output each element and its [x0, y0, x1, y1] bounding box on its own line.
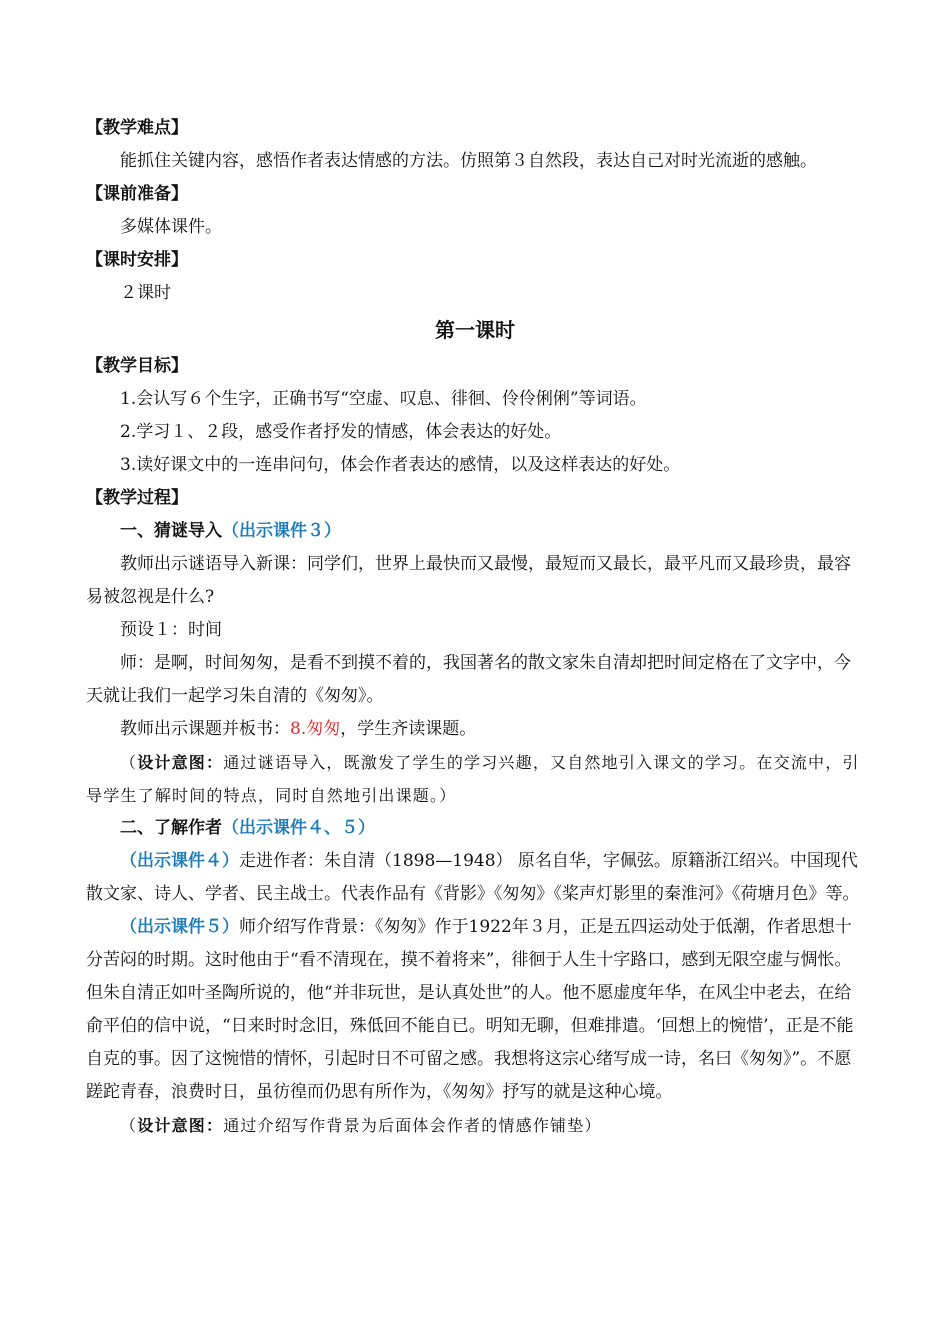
background-paragraph	[86, 911, 864, 1109]
design-intent-2	[86, 1109, 864, 1142]
section1-slide-tag: （出示课件３）	[222, 521, 341, 541]
section2-heading	[86, 812, 864, 845]
board-title-after: ，学生齐读课题。	[340, 719, 477, 739]
goals-heading: 【教学目标】	[86, 356, 188, 376]
slide5-tag: （出示课件５）	[120, 917, 239, 937]
author-paragraph	[86, 845, 864, 911]
author-text: 走进作者：朱自清（1898—1948） 原名自华，字佩弦。原籍浙江绍兴。中国现代散文家、诗人、学者、民主战士。代表作品有《背影》《匆匆》《桨声灯影里的秦淮河》《荷塘月色》等。	[86, 851, 860, 904]
difficulty-body: 能抓住关键内容，感悟作者表达情感的方法。仿照第３自然段，表达自己对时光流逝的感触。	[120, 151, 817, 171]
board-title-red: 8.匆匆	[290, 719, 341, 739]
design-intent-2-open: （	[120, 1116, 138, 1135]
process-heading: 【教学过程】	[86, 488, 188, 508]
difficulty-heading: 【教学难点】	[86, 118, 188, 138]
slide4-tag: （出示课件４）	[120, 851, 239, 871]
teacher-intro-paragraph: 师：是啊，时间匆匆，是看不到摸不着的，我国著名的散文家朱自清却把时间定格在了文字中，今天就让我们一起学习朱自清的《匆匆》。	[86, 653, 851, 706]
board-title-before: 教师出示课题并板书：	[120, 719, 290, 739]
section2-slide-tag: （出示课件４、５）	[222, 818, 375, 838]
goal-item: 1.会认写６个生字，正确书写“空虚、叹息、徘徊、伶伶俐俐”等词语。	[120, 389, 647, 409]
section1-heading	[86, 515, 864, 548]
design-intent-2-label: 设计意图：	[137, 1116, 224, 1135]
section2-title: 二、了解作者	[120, 818, 222, 838]
preparation-body: 多媒体课件。	[120, 217, 222, 237]
schedule-heading: 【课时安排】	[86, 250, 188, 270]
design-intent-1-text: 通过谜语导入，既激发了学生的学习兴趣，又自然地引入课文的学习。在交流中，引导学生了解时间的特点，同时自然地引出课题。）	[86, 753, 860, 805]
design-intent-2-text: 通过介绍写作背景为后面体会作者的情感作铺垫）	[223, 1116, 602, 1135]
background-text: 师介绍写作背景：《匆匆》作于1922年３月，正是五四运动处于低潮，作者思想十分苦闷的时期。这时他由于“看不清现在，摸不着将来”，徘徊于人生十字路口，感到无限空虚与惆怅。但朱自清正如叶圣陶所说的，他“并非玩世，是认真处世”的人。他不愿虚度年华，在风尘中老去，在给俞平伯的信中说，“日来时时念旧，殊低回不能自已。明知无聊，但难排遣。‘回想上的惋惜’，正是不能自克的事。因了这惋惜的情怀，引起时日不可留之感。我想将这宗心绪写成一诗，名曰《匆匆》”。不愿蹉跎青春，浪费时日，虽彷徨而仍思有所作为，《匆匆》抒写的就是这种心境。	[86, 917, 854, 1102]
preparation-heading: 【课前准备】	[86, 184, 188, 204]
board-title-paragraph	[86, 713, 864, 746]
section1-title: 一、猜谜导入	[120, 521, 222, 541]
schedule-body: ２课时	[120, 283, 171, 303]
goal-item: 2.学习１、２段，感受作者抒发的情感，体会表达的好处。	[120, 422, 562, 442]
preset-answer: 预设１：时间	[120, 620, 222, 640]
riddle-paragraph: 教师出示谜语导入新课：同学们，世界上最快而又最慢，最短而又最长，最平凡而又最珍贵，最容易被忽视是什么?	[86, 554, 851, 607]
lesson-title: 第一课时	[435, 318, 515, 342]
design-intent-1	[86, 746, 864, 812]
goal-item: 3.读好课文中的一连串问句，体会作者表达的感情，以及这样表达的好处。	[120, 455, 681, 475]
design-intent-1-label: 设计意图：	[137, 753, 224, 772]
design-intent-1-open: （	[120, 753, 138, 772]
